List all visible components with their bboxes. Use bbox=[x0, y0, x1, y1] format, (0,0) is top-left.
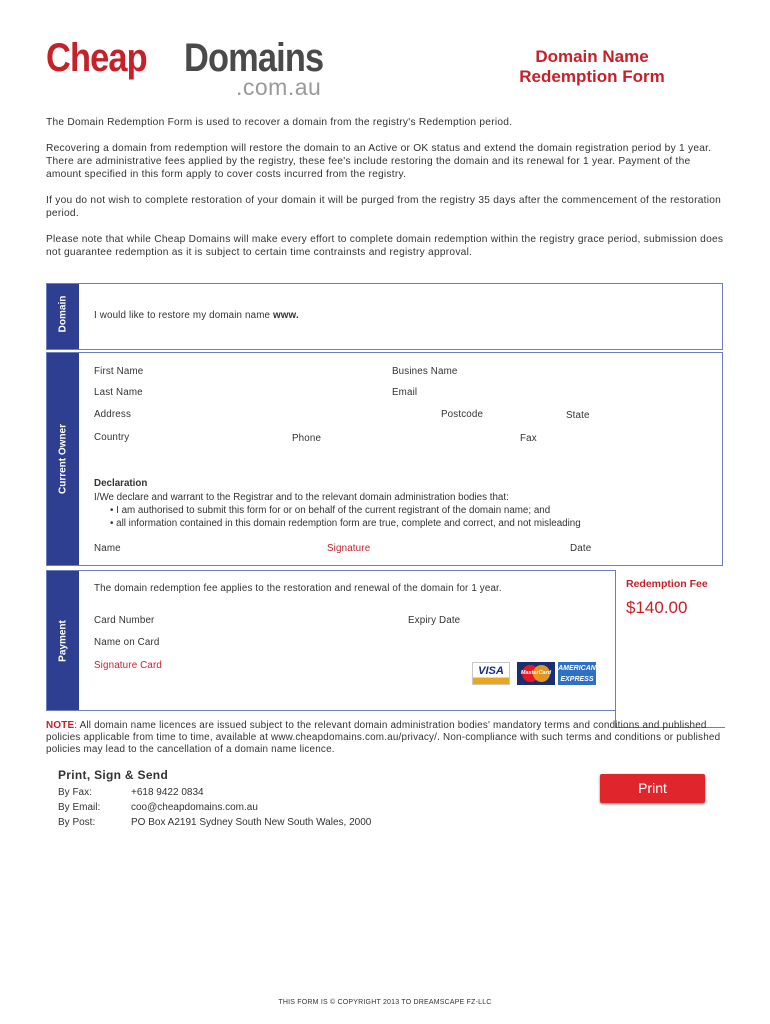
fax-label: By Fax: bbox=[58, 787, 92, 798]
expiry-date-field[interactable]: Expiry Date bbox=[408, 615, 461, 626]
business-name-field[interactable]: Busines Name bbox=[392, 366, 458, 377]
print-button[interactable]: Print bbox=[600, 774, 705, 803]
intro-paragraph-1: The Domain Redemption Form is used to recover a domain from the registry's Redemption period. bbox=[46, 117, 513, 128]
restore-domain-label: I would like to restore my domain name bbox=[94, 310, 271, 321]
post-value: PO Box A2191 Sydney South New South Wales, 2000 bbox=[131, 817, 372, 828]
declaration-text bbox=[94, 491, 694, 530]
country-field[interactable]: Country bbox=[94, 432, 130, 443]
email-field[interactable]: Email bbox=[392, 387, 418, 398]
amex-card-icon bbox=[558, 662, 596, 685]
owner-name-field[interactable]: Name bbox=[94, 543, 121, 554]
post-label: By Post: bbox=[58, 817, 96, 828]
payment-section bbox=[46, 570, 723, 711]
postcode-field[interactable]: Postcode bbox=[441, 409, 484, 420]
form-title bbox=[492, 47, 692, 87]
signature-card-field[interactable]: Signature Card bbox=[94, 660, 162, 671]
restore-domain-field[interactable] bbox=[94, 310, 299, 321]
first-name-field[interactable]: First Name bbox=[94, 366, 144, 377]
mastercard-text: MasterCard bbox=[520, 670, 552, 676]
redemption-fee-label: Redemption Fee bbox=[626, 578, 708, 590]
fax-field[interactable]: Fax bbox=[520, 433, 537, 444]
note-text: : All domain name licences are issued subject to the relevant domain administration bodies' mandatory terms and conditions and published policies applicable from time to time, available at www.cheapdomains.com.au/privacy/. Non-compliance with such terms and conditions or published policies may lead to the cancellation of a domain name licence. bbox=[46, 720, 721, 755]
amex-text-line2: EXPRESS bbox=[560, 676, 594, 683]
intro-paragraph-3: If you do not wish to complete restoration of your domain it will be purged from the registry 35 days after the commencement of the restoration period. bbox=[46, 195, 722, 219]
mastercard-icon bbox=[517, 662, 555, 685]
last-name-field[interactable]: Last Name bbox=[94, 387, 143, 398]
visa-text: VISA bbox=[478, 665, 504, 677]
declaration-list bbox=[110, 504, 694, 530]
current-owner-tab-label: Current Owner bbox=[57, 423, 69, 495]
amex-text-line1: AMERICAN bbox=[558, 665, 596, 672]
terms-note bbox=[46, 720, 726, 756]
logo-domains-text: Domains bbox=[184, 36, 324, 80]
declaration-item: • all information contained in this domain redemption form are true, complete and correct, and not misleading bbox=[110, 517, 694, 530]
declaration-item: • I am authorised to submit this form for or on behalf of the current registrant of the domain name; and bbox=[110, 504, 694, 517]
domain-tab bbox=[47, 284, 79, 349]
fax-value: +618 9422 0834 bbox=[131, 787, 204, 798]
card-number-field[interactable]: Card Number bbox=[94, 615, 155, 626]
email-value: coo@cheapdomains.com.au bbox=[131, 802, 258, 813]
domain-section bbox=[46, 283, 723, 350]
state-field[interactable]: State bbox=[566, 410, 590, 421]
logo-tld-text: .com.au bbox=[236, 74, 322, 100]
intro-paragraph-4: Please note that while Cheap Domains will make every effort to complete domain redemption within the registry grace period, submission does not guarantee redemption as it is subject to certain time contrainsts and registry approval. bbox=[46, 234, 724, 258]
owner-date-field[interactable]: Date bbox=[570, 543, 592, 554]
phone-field[interactable]: Phone bbox=[292, 433, 322, 444]
visa-card-icon bbox=[472, 662, 510, 685]
owner-signature-field[interactable]: Signature bbox=[327, 543, 371, 554]
name-on-card-field[interactable]: Name on Card bbox=[94, 637, 160, 648]
payment-tab bbox=[47, 571, 79, 710]
declaration-title: Declaration bbox=[94, 478, 148, 489]
redemption-fee-box bbox=[615, 570, 725, 728]
declaration-intro: I/We declare and warrant to the Registrar and to the relevant domain administration bodies that: bbox=[94, 492, 509, 503]
fee-note: The domain redemption fee applies to the restoration and renewal of the domain for 1 year. bbox=[94, 583, 502, 594]
payment-tab-label: Payment bbox=[57, 619, 69, 662]
form-title-line2: Redemption Form bbox=[519, 67, 665, 86]
redemption-fee-value: $140.00 bbox=[626, 598, 688, 617]
note-label: NOTE bbox=[46, 720, 75, 731]
www-prefix: www. bbox=[273, 310, 299, 321]
logo-cheap-text: Cheap bbox=[46, 36, 147, 80]
domain-tab-label: Domain bbox=[57, 295, 69, 333]
address-field[interactable]: Address bbox=[94, 409, 131, 420]
copyright-footer: THIS FORM IS © COPYRIGHT 2013 TO DREAMSCAPE FZ-LLC bbox=[278, 999, 492, 1006]
intro-paragraph-2: Recovering a domain from redemption will restore the domain to an Active or OK status and extend the domain registration period by 1 year. There are administrative fees applied by the registry, these fee's include restoring the domain and its renewal for 1 year. Payment of the amount specified in this form apply to cover costs incurred from the registry. bbox=[46, 143, 712, 180]
intro-text bbox=[46, 116, 726, 272]
current-owner-tab bbox=[47, 353, 79, 565]
email-label: By Email: bbox=[58, 802, 101, 813]
send-title: Print, Sign & Send bbox=[58, 768, 169, 782]
cheapdomains-logo bbox=[46, 36, 324, 100]
current-owner-section bbox=[46, 352, 723, 566]
form-title-line1: Domain Name bbox=[535, 47, 649, 66]
